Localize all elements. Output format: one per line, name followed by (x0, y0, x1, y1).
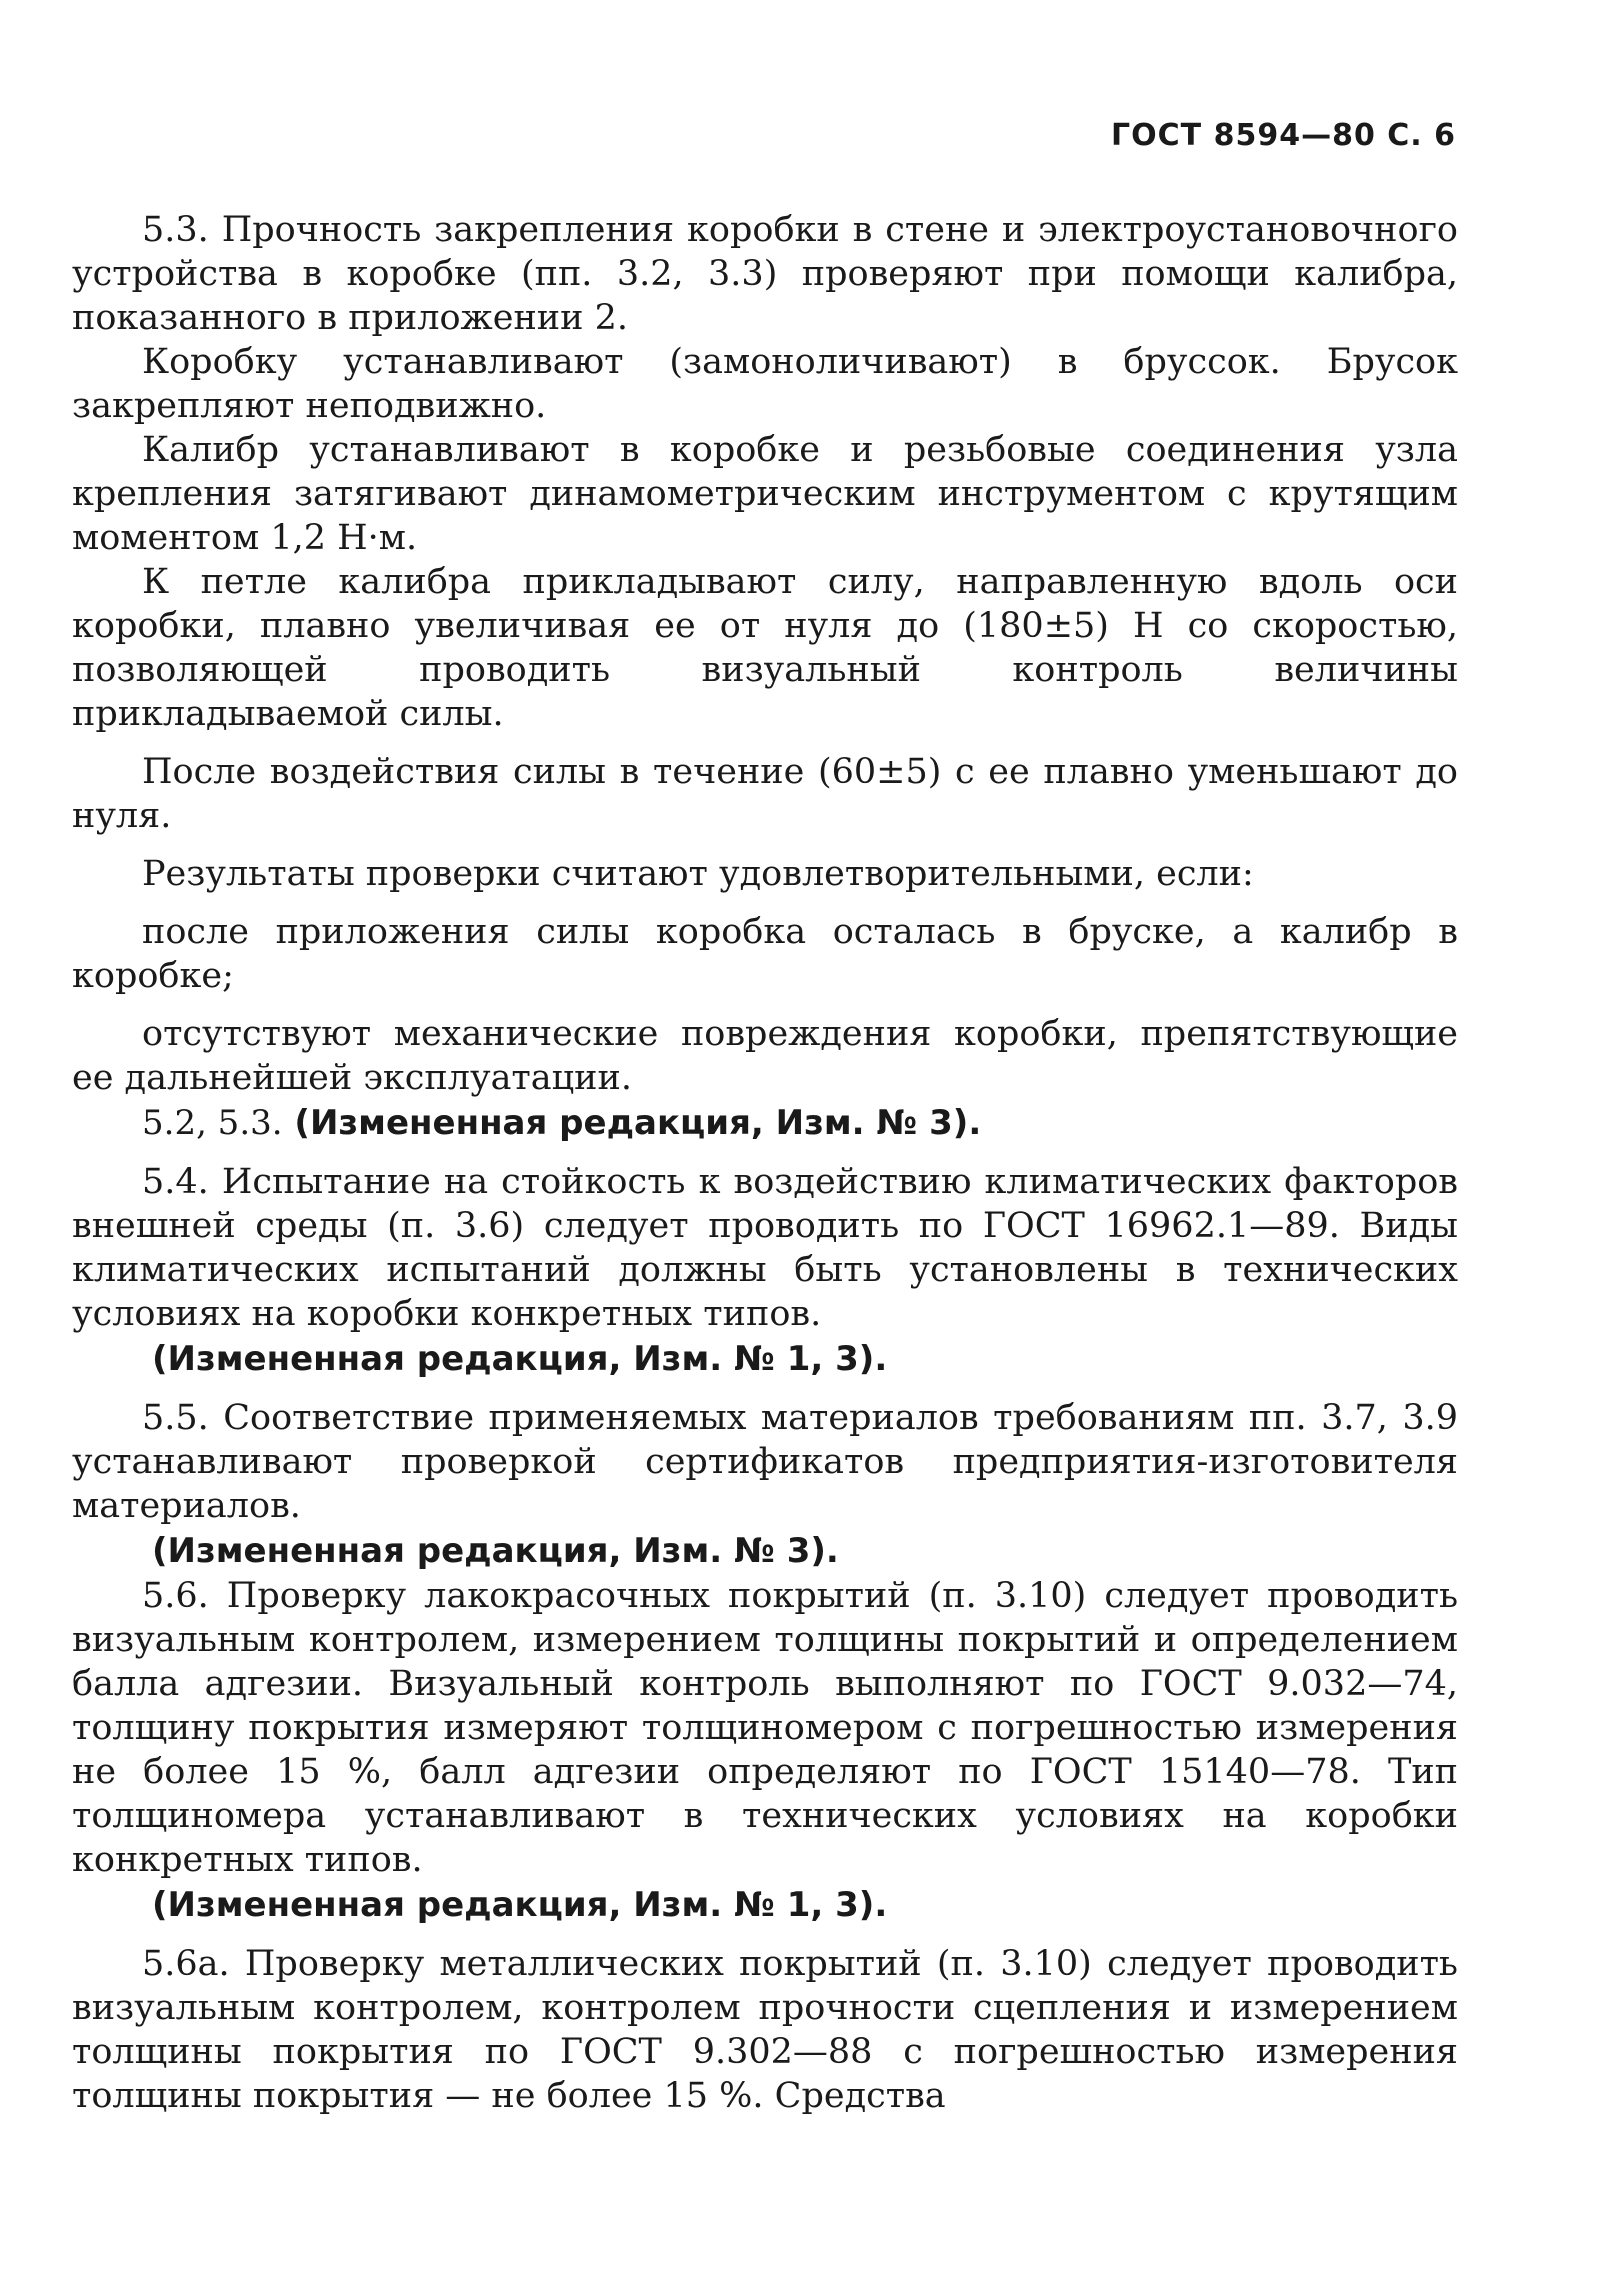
paragraph-gauge-install: Калибр устанавливают в коробке и резьбовые соединения узла крепления затягивают динамометрическим инструментом с крутящим моментом 1,2 Н·м. (72, 430, 1458, 558)
amendment-note-5-5: (Измененная редакция, Изм. № 3). (152, 1531, 839, 1571)
document-body (72, 208, 1458, 2118)
paragraph-result-condition-1: после приложения силы коробка осталась в бруске, а калибр в коробке; (72, 912, 1458, 996)
paragraph-5-6a: 5.6а. Проверку металлических покрытий (п. 3.10) следует проводить визуальным контролем, контролем прочности сцепления и измерением толщины покрытия по ГОСТ 9.302—88 с погрешностью измерения толщины покрытия — не более 15 %. Средства (72, 1944, 1458, 2116)
amendment-note-5-2-5-3 (72, 1100, 1458, 1146)
amendment-note-5-6: (Измененная редакция, Изм. № 1, 3). (152, 1885, 888, 1925)
paragraph-results-intro: Результаты проверки считают удовлетворительными, если: (142, 854, 1254, 894)
paragraph-force-apply: К петле калибра прикладывают силу, направленную вдоль оси коробки, плавно увеличивая ее от нуля до (180±5) Н со скоростью, позволяющей проводить визуальный контроль величины прикладываемой силы. (72, 562, 1458, 734)
page-header: ГОСТ 8594—80 С. 6 (1111, 118, 1456, 153)
paragraph-5-4: 5.4. Испытание на стойкость к воздействию климатических факторов внешней среды (п. 3.6) следует проводить по ГОСТ 16962.1—89. Виды климатических испытаний должны быть установлены в технических условиях на коробки конкретных типов. (72, 1162, 1458, 1334)
paragraph-result-condition-2: отсутствуют механические повреждения коробки, препятствующие ее дальнейшей эксплуатации. (72, 1014, 1458, 1098)
paragraph-box-mounting: Коробку устанавливают (замоноличивают) в бруссок. Брусок закрепляют неподвижно. (72, 342, 1458, 426)
paragraph-5-3: 5.3. Прочность закрепления коробки в стене и электроустановочного устройства в коробке (пп. 3.2, 3.3) проверяют при помощи калибра, показанного в приложении 2. (72, 210, 1458, 338)
amendment-note-5-4: (Измененная редакция, Изм. № 1, 3). (152, 1339, 888, 1379)
paragraph-5-6: 5.6. Проверку лакокрасочных покрытий (п. 3.10) следует проводить визуальным контролем, измерением толщины покрытий и определением балла адгезии. Визуальный контроль выполняют по ГОСТ 9.032—74, толщину покрытия измеряют толщиномером с погрешностью измерения не более 15 %, балл адгезии определяют по ГОСТ 15140—78. Тип толщиномера устанавливают в технических условиях на коробки конкретных типов. (72, 1576, 1458, 1880)
amendment-reference: 5.2, 5.3. (142, 1103, 283, 1143)
paragraph-5-5: 5.5. Соответствие применяемых материалов требованиям пп. 3.7, 3.9 устанавливают проверкой сертификатов предприятия-изготовителя материалов. (72, 1398, 1458, 1526)
paragraph-force-release: После воздействия силы в течение (60±5) с ее плавно уменьшают до нуля. (72, 752, 1458, 836)
amendment-text: (Измененная редакция, Изм. № 3). (294, 1103, 982, 1143)
